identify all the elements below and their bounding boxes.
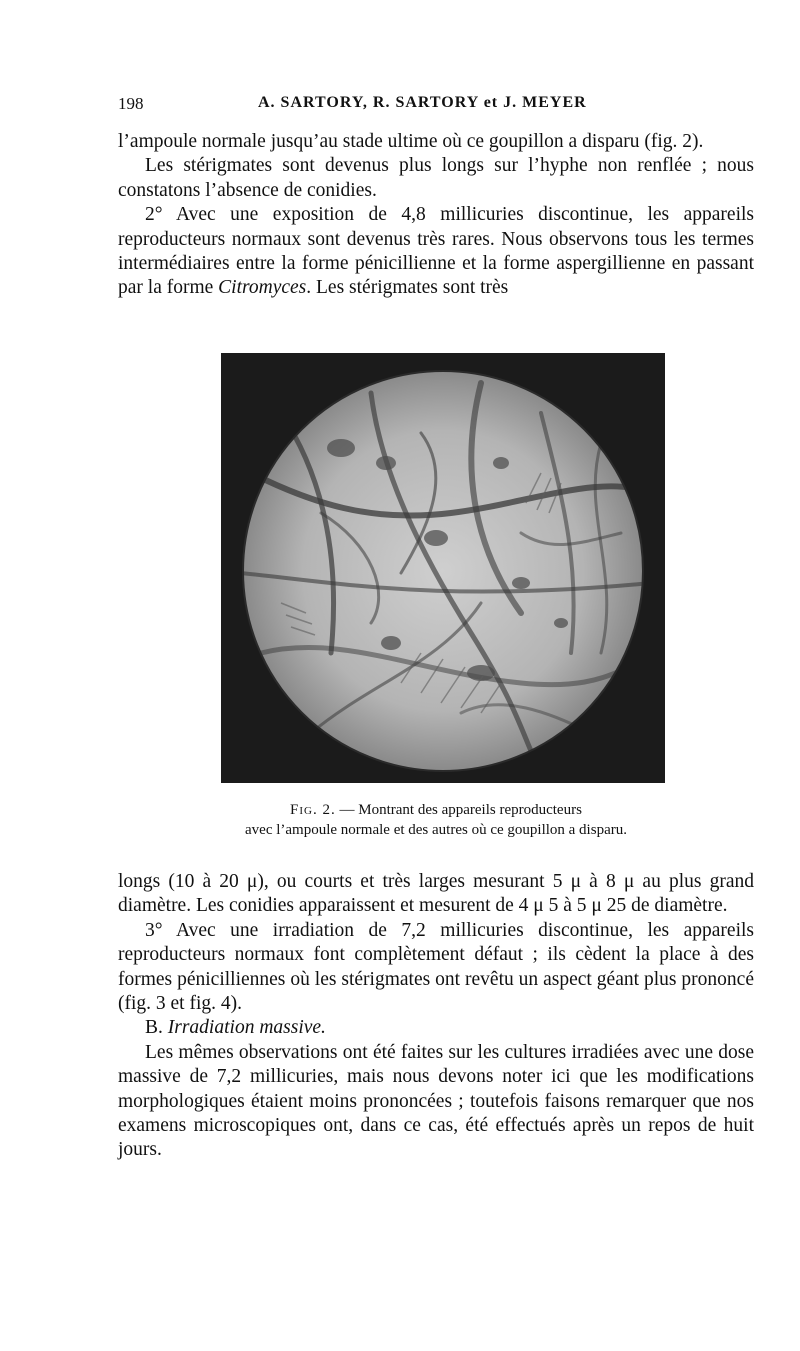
page-header xyxy=(118,94,754,118)
caption-text: — Montrant des appareils reproducteurs xyxy=(335,802,582,818)
paragraph: longs (10 à 20 μ), ou courts et très larges mesurant 5 μ à 8 μ au plus grand diamètre. Les conidies apparaissent et mesurent de 4 μ 5 à 5 μ 25 de diamètre. xyxy=(118,871,754,917)
paragraph xyxy=(118,203,754,301)
paragraph-text: . Les stérigmates sont très xyxy=(306,277,509,299)
paragraph: 3° Avec une irradiation de 7,2 millicuries discontinue, les appareils reproducteurs normaux font complètement défaut ; ils cèdent la place à des formes pénicilliennes où les stérigmates ont revêtu un aspect géant plus prononcé (fig. 3 et fig. 4). xyxy=(118,919,754,1015)
micrograph-image xyxy=(221,353,665,783)
section-heading xyxy=(118,1016,754,1040)
paragraph: l’ampoule normale jusqu’au stade ultime où ce goupillon a disparu (fig. 2). xyxy=(118,131,704,152)
running-head-authors: A. SARTORY, R. SARTORY et J. MEYER xyxy=(258,94,587,111)
section-title: Irradiation massive. xyxy=(167,1017,326,1039)
figure-caption xyxy=(118,800,754,840)
caption-line xyxy=(118,800,754,820)
page-number: 198 xyxy=(118,94,144,113)
micrograph-figure xyxy=(221,353,665,783)
paragraph: Les mêmes observations ont été faites sur les cultures irradiées avec une dose massive de 7,2 millicuries, mais nous devons noter ici que les modifications morphologiques étaient moins prononcées ; toutefois faisons remarquer que nos examens microscopiques ont, dans ce cas, été effectués après un repos de huit jours. xyxy=(118,1041,754,1161)
genus-name: Citromyces xyxy=(218,277,307,299)
paragraph-text: 2° Avec une exposition de 4,8 millicuries discontinue, les appareils reproducteurs normaux sont devenus très rares. Nous observons tous les termes intermédiaires entre la forme pénicillienne et la forme aspergillienne en passant par la forme xyxy=(118,204,754,299)
text-block-top xyxy=(118,130,754,301)
paragraph: Les stérigmates sont devenus plus longs sur l’hyphe non renflée ; nous constatons l’absence de conidies. xyxy=(118,155,754,201)
text-block-bottom xyxy=(118,870,754,1163)
section-letter: B. xyxy=(145,1017,168,1039)
figure-label: Fig. 2. xyxy=(290,802,336,818)
caption-line: avec l’ampoule normale et des autres où ce goupillon a disparu. xyxy=(245,822,627,838)
